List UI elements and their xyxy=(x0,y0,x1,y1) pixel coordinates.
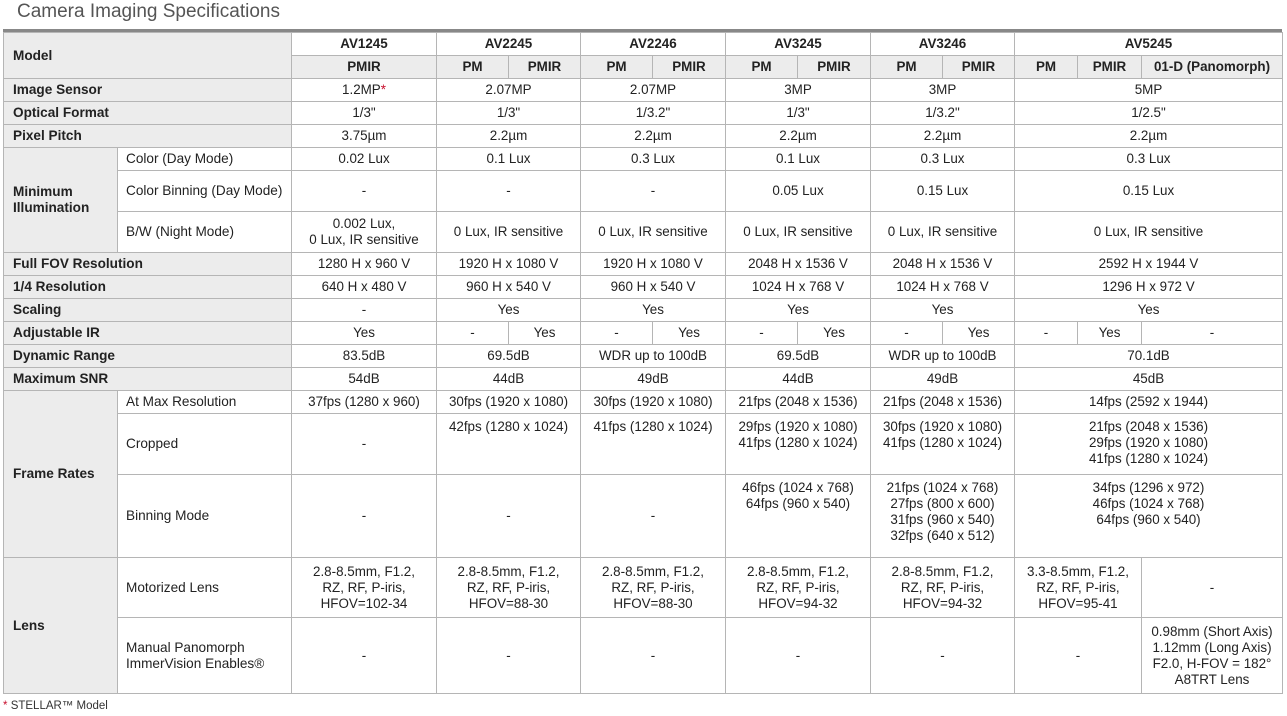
cell-line: 41fps (1280 x 1024) xyxy=(1088,451,1209,466)
cell-line: 46fps (1024 x 768) xyxy=(742,480,854,495)
row-label: Frame Rates xyxy=(4,391,118,558)
cell: - xyxy=(437,322,509,345)
cell-line: F2.0, H-FOV = 182° xyxy=(1152,655,1272,671)
cell: - xyxy=(292,299,437,322)
cell: WDR up to 100dB xyxy=(871,345,1015,368)
variant: PM xyxy=(1015,56,1078,79)
row-label: Image Sensor xyxy=(4,79,292,102)
model-av3246: AV3246 xyxy=(871,33,1015,56)
cell: 640 H x 480 V xyxy=(292,276,437,299)
cell: 0.02 Lux xyxy=(292,148,437,171)
row-label: Maximum SNR xyxy=(4,368,292,391)
cell-line: RZ, RF, P-iris, xyxy=(611,579,695,595)
cell: - xyxy=(871,322,943,345)
sub-label: Color Binning (Day Mode) xyxy=(118,171,292,212)
cell: Yes xyxy=(581,299,726,322)
cell: 1/3" xyxy=(292,102,437,125)
cell xyxy=(581,558,726,618)
cell: 1024 H x 768 V xyxy=(726,276,871,299)
cell: 14fps (2592 x 1944) xyxy=(1015,391,1283,414)
model-av2245: AV2245 xyxy=(437,33,581,56)
cell: 0.15 Lux xyxy=(871,171,1015,212)
cell-line: 2.8-8.5mm, F1.2, xyxy=(313,563,415,579)
variant: PMIR xyxy=(509,56,581,79)
cell: 37fps (1280 x 960) xyxy=(292,391,437,414)
cell-line: 2.8-8.5mm, F1.2, xyxy=(747,563,849,579)
cell: 0.15 Lux xyxy=(1015,171,1283,212)
cell: 3.75µm xyxy=(292,125,437,148)
dynamic-range-row xyxy=(4,345,1283,368)
cell-line: HFOV=88-30 xyxy=(613,595,693,611)
cell-line: 2.8-8.5mm, F1.2, xyxy=(891,563,994,579)
image-sensor-row xyxy=(4,79,1283,102)
cell: 3MP xyxy=(726,79,871,102)
color-day-row xyxy=(4,148,1283,171)
cell xyxy=(726,558,871,618)
cell: 1/3" xyxy=(437,102,581,125)
cell: - xyxy=(1015,322,1078,345)
cell-line: 2.8-8.5mm, F1.2, xyxy=(602,563,704,579)
cell: 70.1dB xyxy=(1015,345,1283,368)
model-label: Model xyxy=(4,33,292,79)
cell-line: HFOV=94-32 xyxy=(902,595,983,611)
color-binning-row xyxy=(4,171,1283,212)
cell: 2048 H x 1536 V xyxy=(871,253,1015,276)
row-label: Full FOV Resolution xyxy=(4,253,292,276)
cell: Yes xyxy=(509,322,581,345)
cell: 49dB xyxy=(581,368,726,391)
motorized-lens-row xyxy=(4,558,1283,618)
cell: 0.1 Lux xyxy=(726,148,871,171)
cell xyxy=(1015,414,1283,475)
cell-line: 46fps (1024 x 768) xyxy=(1092,496,1205,511)
sub-label: Cropped xyxy=(118,414,292,475)
cell: 2.07MP xyxy=(437,79,581,102)
cell: 2.2µm xyxy=(437,125,581,148)
cell-line: 34fps (1296 x 972) xyxy=(1092,480,1205,495)
cell: 30fps (1920 x 1080) xyxy=(437,391,581,414)
cell: - xyxy=(1015,618,1142,694)
variant: PMIR xyxy=(292,56,437,79)
cell: 1/3" xyxy=(726,102,871,125)
cell: 1280 H x 960 V xyxy=(292,253,437,276)
cell: - xyxy=(726,322,798,345)
cell: 2.2µm xyxy=(871,125,1015,148)
cell-line: 21fps (1024 x 768) xyxy=(886,480,999,495)
row-label: 1/4 Resolution xyxy=(4,276,292,299)
cell-line: 3.3-8.5mm, F1.2, xyxy=(1027,563,1129,579)
variant: PMIR xyxy=(943,56,1015,79)
model-av5245: AV5245 xyxy=(1015,33,1283,56)
sub-label: B/W (Night Mode) xyxy=(118,212,292,253)
cell xyxy=(1015,475,1283,558)
cell: 1296 H x 972 V xyxy=(1015,276,1283,299)
cell: - xyxy=(292,171,437,212)
cell: Yes xyxy=(1015,299,1283,322)
cell: 83.5dB xyxy=(292,345,437,368)
cell: 54dB xyxy=(292,368,437,391)
model-av2246: AV2246 xyxy=(581,33,726,56)
cell: 42fps (1280 x 1024) xyxy=(437,414,581,475)
cell-line: 41fps (1280 x 1024) xyxy=(882,435,1003,450)
cell: Yes xyxy=(653,322,726,345)
optical-format-row xyxy=(4,102,1283,125)
cell: 69.5dB xyxy=(726,345,871,368)
variant: PMIR xyxy=(653,56,726,79)
cell-line: HFOV=88-30 xyxy=(468,595,549,611)
variant: PM xyxy=(726,56,798,79)
cell: Yes xyxy=(437,299,581,322)
cell-line: 31fps (960 x 540) xyxy=(890,512,995,527)
cell: 3MP xyxy=(871,79,1015,102)
cell: 1/2.5" xyxy=(1015,102,1283,125)
cell xyxy=(871,475,1015,558)
row-label: Optical Format xyxy=(4,102,292,125)
cell-line: 29fps (1920 x 1080) xyxy=(738,419,858,434)
sub-label: At Max Resolution xyxy=(118,391,292,414)
sub-label: Color (Day Mode) xyxy=(118,148,292,171)
cell-line: 1.12mm (Long Axis) xyxy=(1152,639,1272,655)
cell: Yes xyxy=(1078,322,1142,345)
cell: 2592 H x 1944 V xyxy=(1015,253,1283,276)
cell: 2048 H x 1536 V xyxy=(726,253,871,276)
manual-panomorph-row xyxy=(4,618,1283,694)
cell: 30fps (1920 x 1080) xyxy=(581,391,726,414)
cell: 1/3.2" xyxy=(871,102,1015,125)
cell-line: RZ, RF, P-iris, xyxy=(756,579,840,595)
cell xyxy=(437,558,581,618)
cell: 960 H x 540 V xyxy=(437,276,581,299)
cell: 41fps (1280 x 1024) xyxy=(581,414,726,475)
cell: - xyxy=(581,475,726,558)
cell: 2.2µm xyxy=(1015,125,1283,148)
cell: - xyxy=(581,171,726,212)
cell: 0.1 Lux xyxy=(437,148,581,171)
row-label: Lens xyxy=(4,558,118,694)
variant: PMIR xyxy=(1078,56,1142,79)
cell: - xyxy=(437,475,581,558)
sub-label-text: Manual Panomorph ImmerVision Enables® xyxy=(126,639,265,671)
cell: 2.07MP xyxy=(581,79,726,102)
cell: 0.05 Lux xyxy=(726,171,871,212)
cell: - xyxy=(1142,322,1283,345)
cell-line: HFOV=102-34 xyxy=(320,595,408,611)
cell: - xyxy=(437,618,581,694)
cell: 0.3 Lux xyxy=(871,148,1015,171)
variant: PM xyxy=(871,56,943,79)
cell-line: 21fps (2048 x 1536) xyxy=(1088,419,1209,434)
cell-line: A8TRT Lens xyxy=(1174,671,1250,687)
cell: 0.3 Lux xyxy=(1015,148,1283,171)
row-label: Minimum Illumination xyxy=(4,148,118,253)
cell-line: RZ, RF, P-iris, xyxy=(900,579,985,595)
cell: 44dB xyxy=(726,368,871,391)
cell xyxy=(1142,618,1283,694)
cell: - xyxy=(292,618,437,694)
cell-value: 1.2MP xyxy=(342,82,381,97)
cell: 0 Lux, IR sensitive xyxy=(871,212,1015,253)
sub-label: Motorized Lens xyxy=(118,558,292,618)
row-label: Scaling xyxy=(4,299,292,322)
cell xyxy=(726,414,871,475)
cell: - xyxy=(871,618,1015,694)
cell-line: RZ, RF, P-iris, xyxy=(322,579,406,595)
cell: Yes xyxy=(943,322,1015,345)
cell xyxy=(292,79,437,102)
cell: 1920 H x 1080 V xyxy=(581,253,726,276)
cell: 44dB xyxy=(437,368,581,391)
cell: - xyxy=(292,414,437,475)
cell: 69.5dB xyxy=(437,345,581,368)
cell: - xyxy=(726,618,871,694)
cell-line: 0 Lux, IR sensitive xyxy=(309,232,419,247)
sub-label: Binning Mode xyxy=(118,475,292,558)
variant: 01-D (Panomorph) xyxy=(1142,56,1283,79)
cell-line: HFOV=94-32 xyxy=(758,595,838,611)
max-snr-row xyxy=(4,368,1283,391)
cell: Yes xyxy=(871,299,1015,322)
cell-line: 29fps (1920 x 1080) xyxy=(1088,435,1209,450)
binning-mode-row xyxy=(4,475,1283,558)
adjustable-ir-row xyxy=(4,322,1283,345)
cell: 1/3.2" xyxy=(581,102,726,125)
variant: PMIR xyxy=(798,56,871,79)
cell-line: 41fps (1280 x 1024) xyxy=(738,435,858,450)
cell: - xyxy=(292,475,437,558)
variant: PM xyxy=(581,56,653,79)
stellar-mark: * xyxy=(380,82,386,97)
cell-line: 2.8-8.5mm, F1.2, xyxy=(457,563,560,579)
cell: 2.2µm xyxy=(726,125,871,148)
model-av3245: AV3245 xyxy=(726,33,871,56)
quarter-res-row xyxy=(4,276,1283,299)
cell-line: 64fps (960 x 540) xyxy=(1096,512,1201,527)
cell xyxy=(292,212,437,253)
pixel-pitch-row xyxy=(4,125,1283,148)
cell: 960 H x 540 V xyxy=(581,276,726,299)
cell-line: RZ, RF, P-iris, xyxy=(1036,579,1120,595)
cell: 5MP xyxy=(1015,79,1283,102)
cell: 0 Lux, IR sensitive xyxy=(1015,212,1283,253)
cell: Yes xyxy=(292,322,437,345)
scaling-row xyxy=(4,299,1283,322)
cell: - xyxy=(437,171,581,212)
cell: - xyxy=(581,322,653,345)
cell: - xyxy=(1142,558,1283,618)
cell-line: 30fps (1920 x 1080) xyxy=(882,419,1003,434)
model-av1245: AV1245 xyxy=(292,33,437,56)
cell-line: HFOV=95-41 xyxy=(1038,595,1118,611)
cell xyxy=(871,414,1015,475)
cell-line: 27fps (800 x 600) xyxy=(890,496,995,511)
spec-table xyxy=(3,32,1283,694)
cell: 2.2µm xyxy=(581,125,726,148)
cell: Yes xyxy=(726,299,871,322)
at-max-res-row xyxy=(4,391,1283,414)
sub-label xyxy=(118,618,292,694)
cell: - xyxy=(581,618,726,694)
row-label: Adjustable IR xyxy=(4,322,292,345)
cell: 1024 H x 768 V xyxy=(871,276,1015,299)
cell: 21fps (2048 x 1536) xyxy=(726,391,871,414)
cell xyxy=(292,558,437,618)
footnote-mark: * xyxy=(3,700,8,712)
page-title: Camera Imaging Specifications xyxy=(17,1,280,22)
footnote-text: STELLAR™ Model xyxy=(10,700,108,712)
full-fov-row xyxy=(4,253,1283,276)
cropped-row xyxy=(4,414,1283,475)
cell-line: RZ, RF, P-iris, xyxy=(466,579,551,595)
footnote xyxy=(3,700,108,712)
variant: PM xyxy=(437,56,509,79)
cell: 0.3 Lux xyxy=(581,148,726,171)
cell: 0 Lux, IR sensitive xyxy=(726,212,871,253)
cell: Yes xyxy=(798,322,871,345)
cell: WDR up to 100dB xyxy=(581,345,726,368)
cell-line: 64fps (960 x 540) xyxy=(745,496,851,511)
cell: 1920 H x 1080 V xyxy=(437,253,581,276)
cell: 0 Lux, IR sensitive xyxy=(437,212,581,253)
cell: 21fps (2048 x 1536) xyxy=(871,391,1015,414)
cell: 49dB xyxy=(871,368,1015,391)
cell: 0 Lux, IR sensitive xyxy=(581,212,726,253)
bw-night-row xyxy=(4,212,1283,253)
cell-line: 32fps (640 x 512) xyxy=(890,528,995,543)
cell: 45dB xyxy=(1015,368,1283,391)
cell-line: 0.98mm (Short Axis) xyxy=(1151,623,1273,639)
cell xyxy=(726,475,871,558)
row-label: Pixel Pitch xyxy=(4,125,292,148)
row-label: Dynamic Range xyxy=(4,345,292,368)
cell xyxy=(1015,558,1142,618)
cell-line: 0.002 Lux, xyxy=(332,216,396,231)
cell xyxy=(871,558,1015,618)
